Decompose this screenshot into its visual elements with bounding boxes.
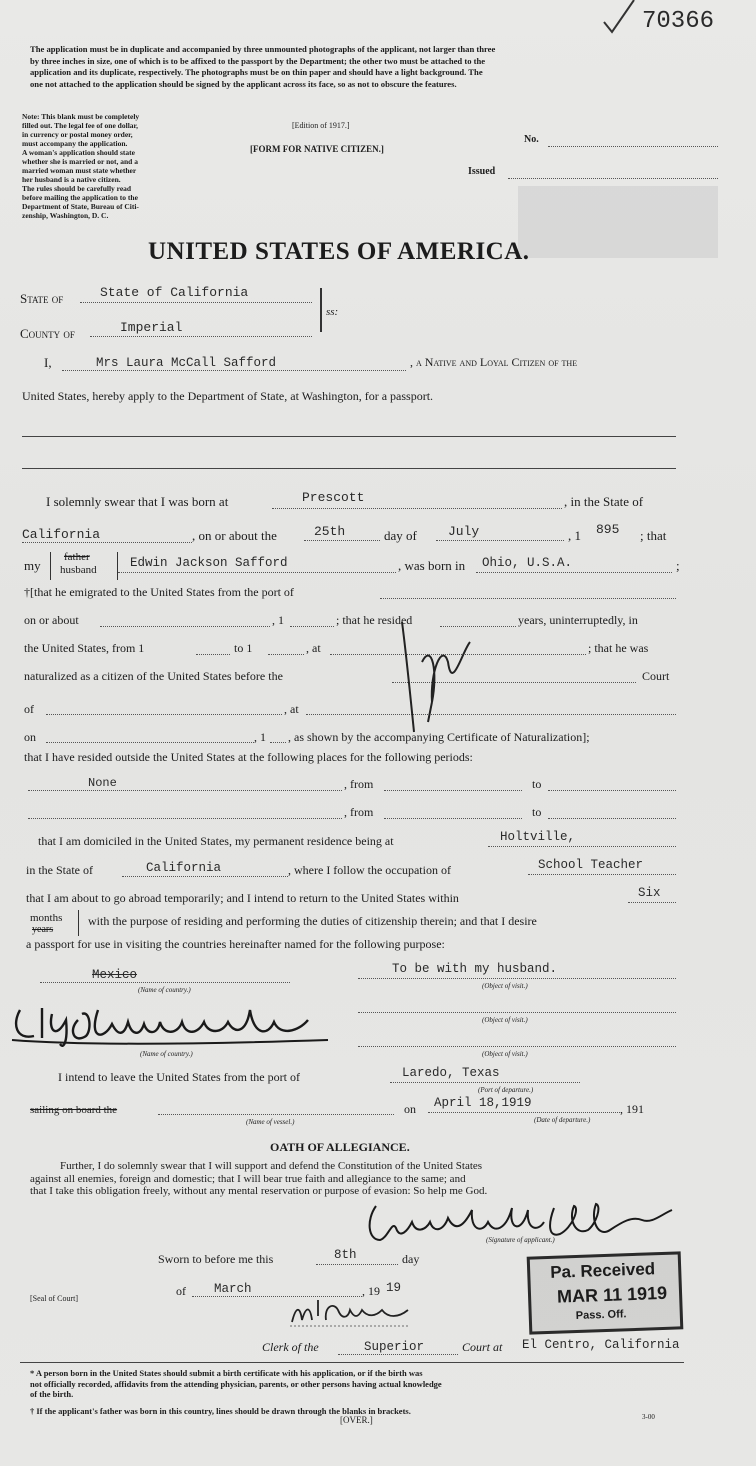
of-line bbox=[46, 714, 282, 715]
sworn-text: Sworn to before me this bbox=[158, 1252, 274, 1266]
that-text: ; that bbox=[640, 528, 667, 543]
on-line bbox=[46, 742, 254, 743]
form-type-label: [FORM FOR NATIVE CITIZEN.] bbox=[250, 144, 384, 154]
of-text: of bbox=[24, 702, 34, 716]
husband-line bbox=[118, 572, 396, 573]
on-label: on bbox=[404, 1102, 416, 1116]
state-value: State of California bbox=[100, 285, 249, 300]
birth-year: 895 bbox=[596, 522, 620, 537]
clerk-signature bbox=[288, 1296, 428, 1332]
side-note bbox=[22, 112, 139, 220]
to-label-1: to bbox=[532, 777, 542, 791]
to-text: to 1 bbox=[234, 641, 253, 655]
instruction-line: by three inches in size, one of which is to be affixed to the passport by the Department; the other two must be attached to the bbox=[30, 55, 486, 66]
court-text: Court bbox=[642, 669, 670, 683]
issued-line bbox=[508, 178, 718, 179]
abroad-text: that I am about to go abroad temporarily; and I intend to return to the United States within bbox=[26, 891, 459, 905]
name-line bbox=[62, 370, 406, 371]
seal-label: [Seal of Court] bbox=[30, 1294, 78, 1303]
jurat-day-line bbox=[316, 1264, 398, 1265]
year-line bbox=[290, 626, 334, 627]
of-label: of bbox=[176, 1284, 186, 1298]
domicile-line bbox=[488, 846, 676, 847]
year-prefix: , 1 bbox=[272, 613, 284, 627]
blank-line bbox=[22, 468, 676, 469]
strike-through-scribble bbox=[392, 612, 492, 752]
ss-label: ss: bbox=[326, 306, 339, 318]
leave-text: I intend to leave the United States from the port of bbox=[58, 1070, 300, 1084]
months-bracket bbox=[78, 910, 81, 936]
emigrated-text: †[that he emigrated to the United States from the port of bbox=[24, 585, 294, 599]
instruction-line: The application must be in duplicate and accompanied by three unmounted photographs of the applicant, not larger than three bbox=[30, 44, 496, 54]
note-line: married woman must state whether bbox=[22, 166, 137, 175]
departure-date: April 18,1919 bbox=[434, 1096, 532, 1110]
place-line-1 bbox=[28, 790, 342, 791]
from-label-2: , from bbox=[344, 805, 374, 819]
domicile-text: that I am domiciled in the United States, my permanent residence being at bbox=[38, 834, 394, 848]
object-line-3 bbox=[358, 1046, 676, 1047]
father-label: father bbox=[64, 551, 90, 563]
note-line: zenship, Washington, D. C. bbox=[22, 211, 109, 220]
port-line bbox=[390, 1082, 580, 1083]
footnote-line: not officially recorded, affidavits from the attending physician, parents, or other persons having actual knowledge bbox=[30, 1378, 442, 1389]
naturalized-text: naturalized as a citizen of the United States before the bbox=[24, 669, 283, 683]
object-caption-3: (Object of visit.) bbox=[482, 1050, 528, 1058]
husband-birthplace-line bbox=[476, 572, 672, 573]
received-stamp bbox=[527, 1251, 684, 1334]
birth-place: Prescott bbox=[302, 490, 365, 505]
state-of-text: , in the State of bbox=[564, 494, 644, 509]
to-line-1 bbox=[548, 790, 676, 791]
on-text: on bbox=[24, 730, 36, 744]
document-title: UNITED STATES OF AMERICA. bbox=[148, 238, 530, 265]
number-line bbox=[548, 146, 718, 147]
jurat-month: March bbox=[214, 1282, 252, 1296]
certificate-text: , as shown by the accompanying Certificate of Naturalization]; bbox=[288, 730, 590, 744]
birth-day: 25th bbox=[314, 524, 346, 539]
court-name-line bbox=[338, 1354, 458, 1355]
instruction-line: application and its duplicate, respectively. The photographs must be on thin paper and should have a light background. The bbox=[30, 67, 483, 77]
country-caption: (Name of country.) bbox=[138, 986, 191, 994]
note-line: before mailing the application to the bbox=[22, 193, 138, 202]
object-caption: (Object of visit.) bbox=[482, 982, 528, 990]
edition-label: [Edition of 1917.] bbox=[292, 121, 350, 130]
months-label: months bbox=[30, 912, 63, 924]
residence-place-1: None bbox=[88, 776, 117, 790]
citizen-statement: , a Native and Loyal Citizen of the bbox=[410, 355, 578, 369]
jurat-year-prefix: , 19 bbox=[362, 1284, 380, 1298]
date-line-departure bbox=[428, 1112, 622, 1113]
from-line bbox=[196, 654, 230, 655]
husband-name: Edwin Jackson Safford bbox=[130, 556, 288, 570]
month-line bbox=[436, 540, 564, 541]
application-number: 70366 bbox=[642, 8, 715, 35]
state-of-text-2: in the State of bbox=[26, 863, 93, 877]
form-number: 3-00 bbox=[642, 1413, 655, 1421]
apply-statement: United States, hereby apply to the Department of State, at Washington, for a passport. bbox=[22, 389, 434, 403]
issued-label: Issued bbox=[468, 166, 496, 177]
date-line bbox=[100, 626, 270, 627]
country-caption-2: (Name of country.) bbox=[140, 1050, 193, 1058]
birth-month: July bbox=[448, 524, 480, 539]
jurat-year: 19 bbox=[386, 1281, 402, 1295]
oath-line: that I take this obligation freely, without any mental reservation or purpose of evasion: So help me God. bbox=[30, 1185, 488, 1197]
county-line bbox=[90, 336, 312, 337]
day-of-text: day of bbox=[384, 528, 417, 543]
at-text: , at bbox=[306, 641, 321, 655]
stamp-line-2: MAR 11 1919 bbox=[556, 1282, 668, 1307]
jurat-court: Superior bbox=[364, 1340, 425, 1354]
from-text: the United States, from 1 bbox=[24, 641, 145, 655]
born-in-text: , was born in bbox=[398, 558, 466, 573]
instruction-line: one not attached to the application should be signed by the applicant across its face, so as not to obscure the features. bbox=[30, 78, 457, 89]
oath-line: Further, I do solemnly swear that I will support and defend the Constitution of the United States bbox=[60, 1160, 483, 1172]
country-line-1 bbox=[40, 982, 290, 983]
footnote-line: of the birth. bbox=[30, 1389, 74, 1399]
years-label: years bbox=[32, 924, 54, 935]
husband-birthplace: Ohio, U.S.A. bbox=[482, 556, 573, 570]
footnotes bbox=[30, 1368, 442, 1416]
object-line-2 bbox=[358, 1012, 676, 1013]
handwritten-city-scribble bbox=[8, 1000, 348, 1050]
at-text-2: , at bbox=[284, 702, 299, 716]
object-caption-2: (Object of visit.) bbox=[482, 1016, 528, 1024]
birth-state-line bbox=[22, 542, 192, 543]
emigrated-line bbox=[380, 598, 676, 599]
footnote-line: * A person born in the United States should submit a birth certificate with his application, or if the birth was bbox=[30, 1368, 423, 1378]
clerk-of-label: Clerk of the bbox=[262, 1340, 319, 1354]
from-line-1 bbox=[384, 790, 522, 791]
from-label-1: , from bbox=[344, 777, 374, 791]
blank-line bbox=[22, 436, 676, 437]
object-line-1 bbox=[358, 978, 676, 979]
footnote-divider bbox=[20, 1362, 684, 1363]
instructions bbox=[30, 44, 495, 90]
signature-caption: (Signature of applicant.) bbox=[486, 1236, 555, 1244]
county-value: Imperial bbox=[120, 320, 183, 335]
faded-stamp-area bbox=[518, 186, 718, 258]
applicant-prefix: I, bbox=[44, 355, 52, 370]
year-line-2 bbox=[270, 742, 286, 743]
vessel-caption: (Name of vessel.) bbox=[246, 1118, 295, 1126]
residence-intro: that I have resided outside the United States at the following places for the following periods: bbox=[24, 750, 473, 764]
occupation-text: , where I follow the occupation of bbox=[288, 863, 451, 877]
occupation-value: School Teacher bbox=[538, 858, 644, 872]
applicant-name: Mrs Laura McCall Safford bbox=[96, 356, 277, 370]
residence-state: California bbox=[146, 861, 222, 875]
years-text: years, uninterruptedly, in bbox=[518, 613, 638, 627]
on-or-about: on or about bbox=[24, 613, 79, 627]
day-line bbox=[304, 540, 380, 541]
sailing-text: sailing on board the bbox=[30, 1104, 118, 1116]
to-line-2 bbox=[548, 818, 676, 819]
note-line: in currency or postal money order, bbox=[22, 130, 133, 139]
duration-line bbox=[628, 902, 676, 903]
date-caption: (Date of departure.) bbox=[534, 1116, 591, 1124]
residence-state-line bbox=[122, 876, 288, 877]
birth-state: California bbox=[22, 527, 101, 542]
jurat-location: El Centro, California bbox=[522, 1338, 680, 1352]
sworn-born-text: I solemnly swear that I was born at bbox=[46, 494, 229, 509]
about-text: , on or about the bbox=[192, 528, 277, 543]
stamp-line-1: Pa. Received bbox=[549, 1259, 656, 1282]
note-line: Note: This blank must be completely bbox=[22, 112, 140, 121]
court-at-label: Court at bbox=[462, 1340, 503, 1354]
day-label: day bbox=[402, 1252, 420, 1266]
stamp-line-3: Pass. Off. bbox=[575, 1308, 627, 1323]
purpose-text: with the purpose of residing and performing the duties of citizenship therein; and that I desire bbox=[88, 914, 537, 928]
venue-bracket bbox=[316, 288, 322, 332]
he-was-text: ; that he was bbox=[588, 641, 649, 655]
over-label: [OVER.] bbox=[340, 1415, 373, 1425]
note-line: Department of State, Bureau of Citi- bbox=[22, 202, 139, 211]
oath-line: against all enemies, foreign and domestic; that I will bear true faith and allegiance to the same; and bbox=[30, 1172, 466, 1185]
oath-text bbox=[30, 1160, 487, 1198]
passport-text: a passport for use in visiting the countries hereinafter named for the following purpose: bbox=[26, 937, 445, 951]
state-label: State of bbox=[20, 291, 64, 306]
country-value: Mexico bbox=[92, 968, 138, 982]
object-value: To be with my husband. bbox=[392, 962, 558, 976]
resided-text: ; that he resided bbox=[336, 613, 413, 627]
place-line-2 bbox=[28, 818, 342, 819]
jurat-day: 8th bbox=[334, 1248, 357, 1262]
to-line bbox=[268, 654, 304, 655]
year-suffix: , 191 bbox=[620, 1102, 644, 1116]
check-mark-icon bbox=[602, 0, 642, 40]
vessel-line bbox=[158, 1114, 394, 1115]
my-text: my bbox=[24, 558, 41, 573]
year-prefix-2: , 1 bbox=[254, 730, 266, 744]
domicile-value: Holtville, bbox=[500, 830, 576, 844]
note-line: filled out. The legal fee of one dollar, bbox=[22, 121, 139, 130]
port-caption: (Port of departure.) bbox=[478, 1086, 534, 1094]
footnote-line: † If the applicant's father was born in this country, lines should be drawn through the blanks in brackets. bbox=[30, 1405, 411, 1416]
year-prefix: , 1 bbox=[568, 528, 581, 543]
note-line: The rules should be carefully read bbox=[22, 184, 132, 193]
note-line: whether she is married or not, and a bbox=[22, 157, 138, 166]
husband-label: husband bbox=[60, 564, 97, 576]
from-line-2 bbox=[384, 818, 522, 819]
note-line: A woman's application should state bbox=[22, 148, 135, 157]
note-line: her husband is a native citizen. bbox=[22, 175, 121, 184]
birthplace-line bbox=[272, 508, 562, 509]
number-label: No. bbox=[524, 134, 539, 145]
semicolon: ; bbox=[676, 558, 680, 573]
note-line: must accompany the application. bbox=[22, 139, 128, 148]
departure-port: Laredo, Texas bbox=[402, 1066, 500, 1080]
oath-title: OATH OF ALLEGIANCE. bbox=[270, 1140, 410, 1154]
state-line bbox=[80, 302, 312, 303]
occupation-line bbox=[528, 874, 676, 875]
county-label: County of bbox=[20, 326, 75, 341]
duration-value: Six bbox=[638, 886, 661, 900]
to-label-2: to bbox=[532, 805, 542, 819]
